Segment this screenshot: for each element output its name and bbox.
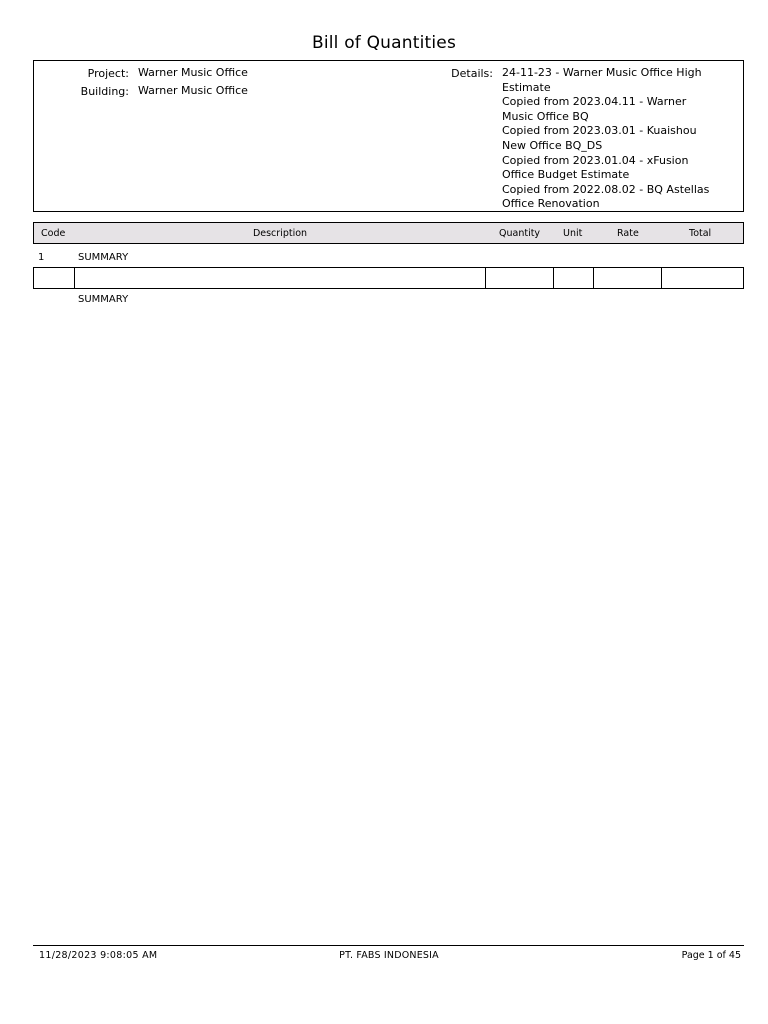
section-title: SUMMARY — [78, 252, 129, 263]
footer-company: PT. FABS INDONESIA — [339, 950, 439, 961]
details-line: Estimate — [502, 80, 551, 94]
footer-page-number: Page 1 of 45 — [681, 950, 741, 961]
column-divider — [74, 268, 75, 288]
header-code: Code — [41, 228, 66, 239]
header-rate: Rate — [617, 228, 639, 239]
project-label: Project: — [87, 67, 129, 80]
column-divider — [661, 268, 662, 288]
section-total-label: SUMMARY — [78, 294, 129, 305]
table-header — [33, 222, 744, 244]
details-line: Copied from 2023.01.04 - xFusion — [502, 153, 689, 167]
details-line: Copied from 2023.04.11 - Warner — [502, 95, 687, 109]
details-line: Office Budget Estimate — [502, 168, 630, 182]
details-line: Copied from 2022.08.02 - BQ Astellas — [502, 182, 710, 196]
details-line: Office Renovation — [502, 197, 600, 211]
project-value: Warner Music Office — [138, 66, 248, 79]
details-line: Copied from 2023.03.01 - Kuaishou — [502, 124, 697, 138]
header-description: Description — [252, 228, 308, 239]
column-divider — [553, 268, 554, 288]
header-unit: Unit — [563, 228, 583, 239]
footer-timestamp: 11/28/2023 9:08:05 AM — [39, 950, 158, 961]
page-title: Bill of Quantities — [311, 33, 457, 53]
section-code: 1 — [38, 252, 45, 263]
building-value: Warner Music Office — [138, 84, 248, 97]
footer-divider — [33, 945, 744, 946]
table-row — [33, 267, 744, 289]
header-total: Total — [689, 228, 712, 239]
building-label: Building: — [80, 85, 129, 98]
details-label: Details: — [451, 67, 493, 80]
column-divider — [593, 268, 594, 288]
column-divider — [485, 268, 486, 288]
header-quantity: Quantity — [499, 228, 541, 239]
details-list — [502, 66, 734, 212]
details-line: Music Office BQ — [502, 109, 589, 123]
project-info-box — [33, 60, 744, 212]
details-line: New Office BQ_DS — [502, 138, 603, 152]
details-line: 24-11-23 - Warner Music Office High — [502, 66, 702, 79]
